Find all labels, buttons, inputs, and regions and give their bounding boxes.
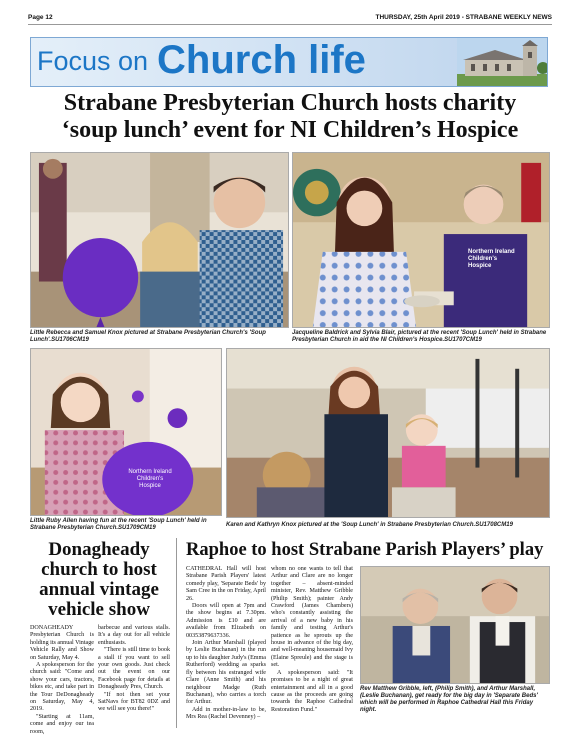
photo-players-actors [360, 566, 550, 684]
photo-knox-children [30, 152, 289, 328]
banner-section-title: Church life [157, 38, 366, 82]
story-right-col1-p1: CATHEDRAL Hall will host Strabane Parish Players' latest comedy play, 'Separate Beds' by Sam Cree in the on Friday, April 26. [186, 566, 266, 602]
story-right-col2-p1: whom no one wants to tell that Arthur and Clare are no longer together – absent-minded minister, Rev. Matthew Gribble (Philip Smith); painter Andy Crawford (James Chambers) who's constantly assisting the arrival of a new baby in his family and testing Arthur's patience as he sprouts up the house in advance of the big day, and well-meaning housemaid Ivy (Elaine Spreule) and the stage is set. [271, 566, 353, 669]
main-headline-line2: ‘soup lunch’ event for NI Children’s Hospice [61, 117, 519, 143]
story-left-col2-p3: "If not then set your SatNavs for BT82 0DZ and we will see you there!" [98, 691, 170, 713]
photo-ruby-allen [30, 348, 222, 516]
caption-photo-3: Little Ruby Allen having fun at the recent 'Soup Lunch' held in Strabane Presbyterian Church.SU1709CM19 [30, 518, 207, 531]
dateline: THURSDAY, 25th April 2019 - STRABANE WEEKLY NEWS [375, 14, 552, 21]
main-headline-line1: Strabane Presbyterian Church hosts charity [63, 90, 517, 116]
shirt-print: Northern Ireland Children's Hospice [468, 249, 515, 269]
story-left-col1-p3: "Starting at 11am, come and enjoy our tea room, [30, 713, 94, 735]
photo-karen-kathryn [226, 348, 550, 518]
caption-photo-5: Rev Matthew Gribble, left, (Philip Smith), and Arthur Marshall, (Leslie Buchanan), get ready for the big day in 'Separate Beds' which will be performed in Raphoe Cathedral Hall this Friday night. [360, 686, 538, 713]
story-left-col1-p1: DONAGHEADY Presbyterian Church is holding its annual Vintage Vehicle Rally and Show on Saturday, May 4. [30, 625, 95, 661]
section-banner [30, 37, 548, 87]
banner-focus-text: Focus on [37, 46, 149, 76]
page-number: Page 12 [28, 14, 53, 21]
story-left-col2 [98, 625, 170, 714]
balloon-print: Northern Ireland Children's Hospice [128, 469, 172, 489]
story-right-headline: Raphoe to host Strabane Parish Players’ play [186, 540, 544, 560]
photo-baldrick-blair [292, 152, 550, 328]
church-building-image [457, 38, 547, 86]
story-right-col1 [186, 566, 266, 722]
story-right-col1-p4: Add in mother-in-law to be, Mrs Rea (Rachel Devenney) – [186, 706, 266, 721]
story-left-headline: Donagheady church to host annual vintage vehicle show [39, 539, 159, 620]
caption-photo-2: Jacqueline Baldrick and Sylvia Blair, pictured at the recent 'Soup Lunch' held in Strabane Presbyterian Church in aid the NI Children's Hospice.SU1707CM19 [292, 330, 547, 343]
column-divider [176, 538, 177, 728]
caption-photo-4: Karen and Kathryn Knox pictured at the 'Soup Lunch' in Strabane Presbyterian Church.SU1708CM19 [226, 522, 513, 528]
story-left-col2-p2: "There is still time to book a stall if you want to sell your own goods. Just check out the event on our Facebook page for details at Donagheady Pres, Church. [98, 647, 170, 691]
story-right-col1-p3: Join Arthur Marshall (played by Leslie Buchanan) in the run up to his daughter Judy's (Emma Rutherford) wedding as sparks fly between his estranged wife Clare (Anne Smith) and his neighbour Madge (Ruth Buchanan), who carries a torch for Arthur. [186, 640, 266, 706]
header-rule [28, 24, 552, 25]
story-left-col2-p1: barbecue and various stalls. It's a day out for all vehicle enthusiasts. [98, 625, 170, 646]
story-right-col2 [271, 566, 353, 714]
main-headline [28, 90, 552, 144]
story-left-col1 [30, 625, 94, 736]
story-left-col1-p2: A spokesperson for the church said: "Come and show your cars, tractors, bikes etc, and take part in the Tour DeDonagheady on Saturday, May 4, 2019. [30, 662, 94, 713]
story-right-col1-p2: Doors will open at 7pm and the show begins at 7.30pm. Admission is £10 and are available from Elizabeth on 00353879637336. [186, 603, 266, 639]
caption-photo-1: Little Rebecca and Samuel Knox pictured at Strabane Presbyterian Church's 'Soup Lunch'.SU1706CM19 [30, 330, 266, 343]
story-right-col2-p2: A spokesperson said: "It promises to be a night of great entertainment and all in a good cause as the proceeds are going towards the Raphoe Cathedral Restoration Fund." [271, 669, 353, 713]
page-header [28, 12, 552, 24]
